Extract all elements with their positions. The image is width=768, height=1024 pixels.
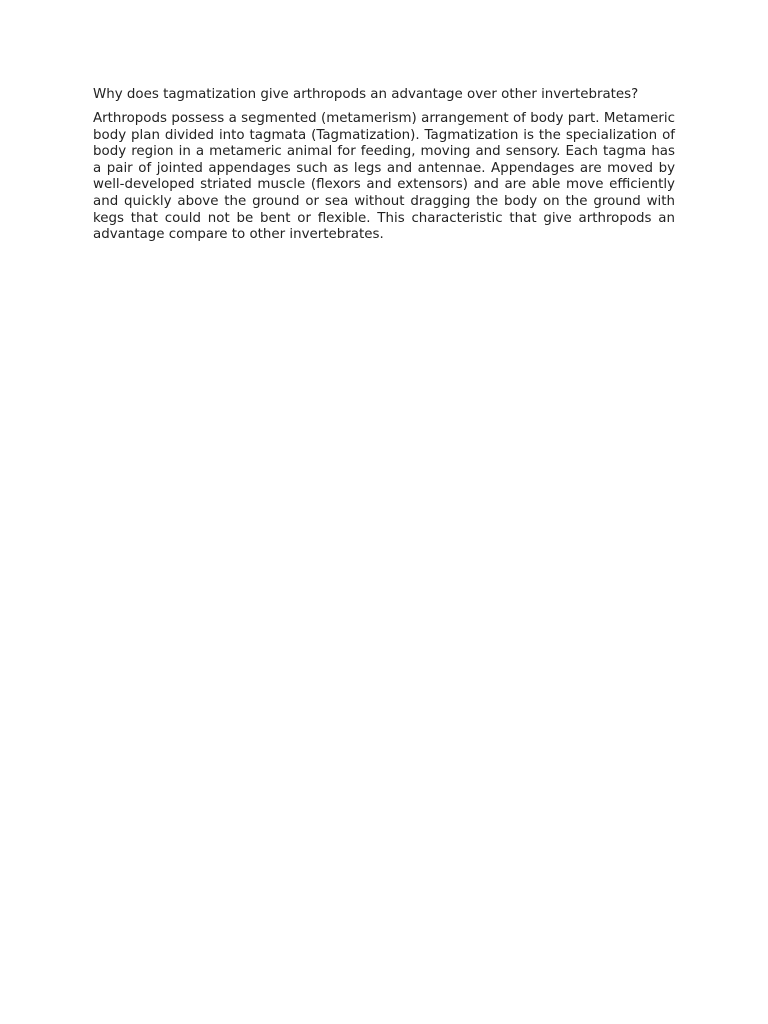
answer-paragraph: Arthropods possess a segmented (metamerism) arrangement of body part. Metameric body plan divided into tagmata (Tagmatization). Tagmatization is the specialization of body region in a metameric animal for feeding, moving and sensory. Each tagma has a pair of jointed appendages such as legs and antennae. Appendages are moved by well-developed striated muscle (flexors and extensors) and are able move efficiently and quickly above the ground or sea without dragging the body on the ground with kegs that could not be bent or flexible. This characteristic that give arthropods an advantage compare to other invertebrates. — [93, 111, 675, 243]
document-content — [93, 86, 675, 244]
question-text: Why does tagmatization give arthropods an advantage over other invertebrates? — [93, 87, 639, 102]
